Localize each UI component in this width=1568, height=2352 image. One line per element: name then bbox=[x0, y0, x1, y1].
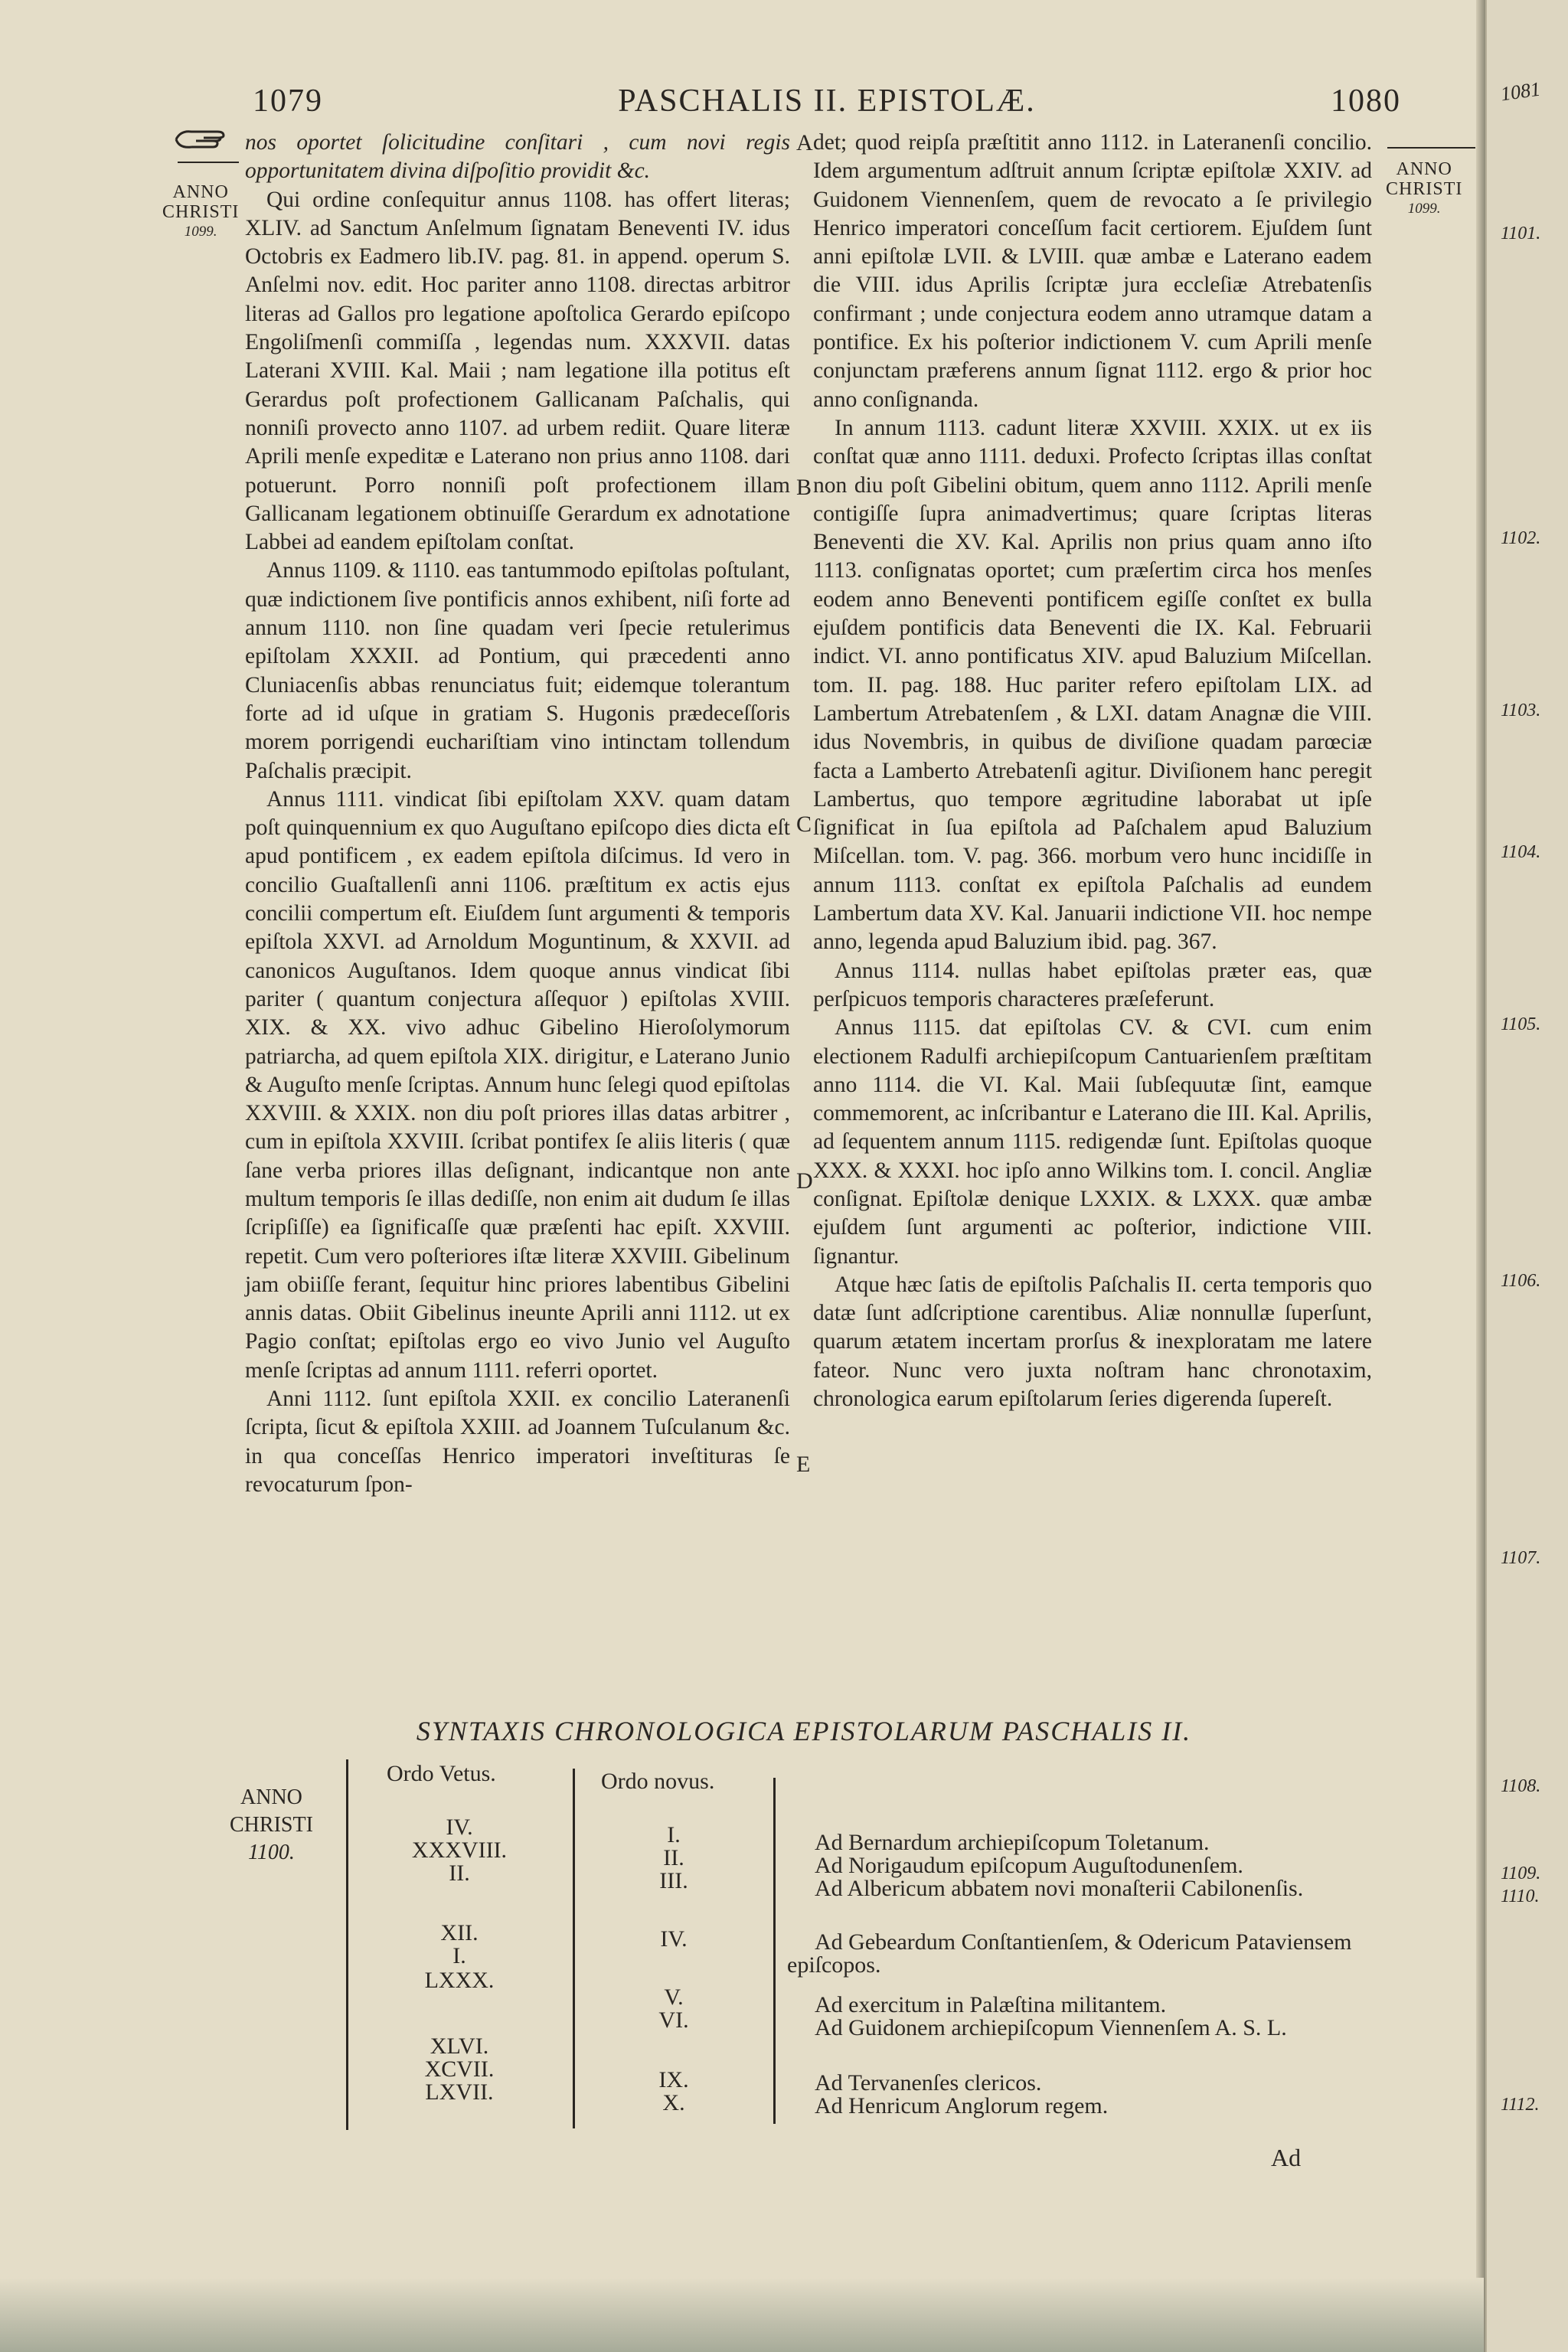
ordo-novus-column bbox=[590, 1816, 758, 2138]
vetus-number: IV. bbox=[446, 1815, 473, 1840]
vetus-number: XCVII. bbox=[424, 2056, 495, 2082]
paragraph: Anni 1112. ſunt epiſtola XXII. ex concilio Lateranenſi ſcripta, ſicut & epiſtola XXIII. ad Joannem Tuſculanum &c. in qua conceſſas Henrico imperatori inveſtituras ſe revocaturum ſpon- bbox=[245, 1387, 790, 1497]
next-page-year: 1105. bbox=[1501, 1014, 1541, 1034]
page-title: PASCHALIS II. EPISTOLÆ. bbox=[618, 83, 1036, 119]
vetus-number: II. bbox=[449, 1860, 470, 1886]
vetus-number: XXXVIII. bbox=[411, 1838, 508, 1863]
paragraph: In annum 1113. cadunt literæ XXVIII. XXIX. ut ex iis conſtat quæ anno 1111. deduxi. Profecto ſcriptas illas conſtat non diu poſt Gibelini obitum, quem anno 1112. Aprili menſe contigiſſe ſupra animadvertimus; quare ſcriptas literas Beneventi die XV. Kal. Aprilis non prius quam anno iſto 1113. conſignatas oportet; cum præſertim circa hos menſes eodem anno Beneventi pontificem egiſſe conſtet ex bulla ejuſdem pontificis data Beneventi die IX. Kal. Februarii indict. VI. anno pontificatus XIV. apud Baluzium Miſcellan. tom. II. pag. 188. Huc pariter refero epiſtolam LIX. ad Lambertum Atrebatenſem , & LXI. datam Anagnæ die VIII. idus Novembris, in quibus de diviſione quadam parœciæ facta a Lamberto Atrebatenſi agitur. Diviſionem hanc peregit Lambertus, quo tempore ægritudine laborabat ut ipſe ſignificat in ſua epiſtola ad Paſchalem apud Baluzium Miſcellan. tom. V. pag. 366. morbum vero hunc incidiſſe in annum 1113. conſtat ex epiſtola Paſchalis ad eundem Lambertum data XV. Kal. Januarii indictione VII. hoc nempe anno, legenda apud Baluzium ibid. pag. 367. bbox=[813, 415, 1372, 955]
novus-number: V. bbox=[664, 1984, 684, 2010]
ordo-vetus-column bbox=[360, 1816, 559, 2138]
vetus-number: XLVI. bbox=[430, 2034, 489, 2059]
catchword: Ad bbox=[1271, 2144, 1302, 2171]
paragraph: Annus 1109. & 1110. eas tantummodo epiſtolas poſtulant, quæ indictionem ſive pontificis annos exhibent, niſi forte ad annum 1110. non ſine quadam veri ſpecie retulerimus epiſtolam XXXII. ad Pontium, qui præcedenti anno Cluniacenſis abbas renunciatus fuit; eidemque tolerantum forte ad id uſque in gratiam S. Hugonis prædeceſſoris morem porrigendi euchariſtiam vino intinctam tollendum Paſchalis præcipit. bbox=[245, 558, 790, 783]
table-rule bbox=[573, 1769, 575, 2128]
scan-bottom-edge bbox=[0, 2278, 1484, 2352]
head-ordo-vetus: Ordo Vetus. bbox=[387, 1761, 496, 1786]
next-page-edge bbox=[1485, 0, 1568, 2352]
novus-number: IV. bbox=[660, 1926, 688, 1952]
novus-number: IX. bbox=[658, 2067, 689, 2092]
vetus-number: XII. bbox=[440, 1920, 479, 1945]
next-page-year: 1106. bbox=[1501, 1271, 1541, 1291]
next-page-year: 1110. bbox=[1501, 1886, 1540, 1906]
vetus-number: LXVII. bbox=[425, 2079, 494, 2105]
vetus-number: LXXX. bbox=[424, 1968, 495, 1993]
paragraph: nos oportet ſolicitudine conſitari , cum novi regis opportunitatem divina diſpoſitio providit &c. bbox=[245, 130, 790, 184]
next-page-year: 1101. bbox=[1501, 224, 1541, 243]
margin-letter-d: D bbox=[796, 1168, 813, 1194]
novus-number: X. bbox=[662, 2090, 685, 2115]
margin-anno-left bbox=[162, 182, 239, 242]
left-page-number: 1079 bbox=[253, 83, 323, 119]
page-header bbox=[253, 83, 1401, 129]
margin-dash-left bbox=[178, 162, 239, 163]
letter-entry: Ad Albericum abbatem novi monaſterii Cabilonenſis. bbox=[815, 1876, 1304, 1901]
paragraph: Qui ordine conſequitur annus 1108. has offert literas; XLIV. ad Sanctum Anſelmum ſignatam Beneventi IV. idus Octobris ex Eadmero lib.IV. pag. 81. in append. operum S. Anſelmi nov. edit. Hoc pariter anno 1108. directas arbitror literas ad Gallos pro legatione apoſtolica Gerardo epiſcopo Engoliſmenſi commiſſa , legendas num. XXXVII. datas Laterani XVIII. Kal. Maii ; nam legatione illa potitus eſt Gerardus poſt profectionem Gallicanam Paſchalis, qui nonniſi provecto anno 1107. ad urbem rediit. Quare literæ Aprili menſe expeditæ e Laterano non prius anno 1108. dari potuerunt. Porro nonniſi poſt profectionem illam Gallicanam legationem obtinuiſſe Gerardum ex adnotatione Labbei ad eandem epiſtolam conſtat. bbox=[245, 187, 790, 555]
novus-number: VI. bbox=[658, 2007, 689, 2033]
margin-letter-e: E bbox=[796, 1452, 811, 1477]
paragraph: det; quod reipſa præſtitit anno 1112. in Lateranenſi concilio. Idem argumentum adſtruit annum ſcriptæ epiſtolæ XXIV. ad Guidonem Viennenſem, quem de revocato a ſe privilegio Henrico imperatori conceſſum facit certiorem. Ejuſdem ſunt anni epiſtolæ LVII. & LVIII. quæ ambæ e Laterano eadem die VIII. idus Aprilis ſcriptæ jura eccleſiæ Atrebatenſis confirmant ; unde conjectura eodem anno utramque datam a pontifice. Ex his poſterior indictionem V. cum Aprili menſe conjunctam præferens annum ſignat 1112. ergo & prior hoc anno conſignanda. bbox=[813, 130, 1372, 412]
novus-number: II. bbox=[663, 1845, 684, 1870]
vetus-number: I. bbox=[452, 1943, 466, 1968]
next-page-year: 1107. bbox=[1501, 1548, 1541, 1568]
letter-entry: Ad Norigaudum epiſcopum Auguſtodunenſem. bbox=[815, 1853, 1243, 1878]
next-page-year: 1108. bbox=[1501, 1776, 1541, 1796]
table-anno bbox=[230, 1784, 313, 1867]
table-christi-word: CHRISTI bbox=[230, 1813, 313, 1837]
table-rule bbox=[773, 1778, 776, 2124]
letter-entry: Ad Guidonem archiepiſcopum Viennenſem A. S. L. bbox=[815, 2015, 1287, 2040]
novus-number: I. bbox=[667, 1822, 681, 1847]
letter-entry: Ad Henricum Anglorum regem. bbox=[815, 2093, 1109, 2118]
table-year: 1100. bbox=[247, 1841, 295, 1864]
margin-letter-b: B bbox=[796, 475, 812, 500]
table-anno-word: ANNO bbox=[240, 1785, 302, 1809]
margin-year: 1099. bbox=[1407, 201, 1441, 217]
letter-entry: Ad Tervanenſes clericos. bbox=[815, 2070, 1042, 2096]
pointing-hand-icon bbox=[173, 126, 242, 153]
next-page-year: 1102. bbox=[1501, 528, 1541, 548]
margin-dash-right bbox=[1387, 147, 1475, 149]
margin-christi-word: CHRISTI bbox=[162, 202, 240, 222]
next-page-year: 1104. bbox=[1501, 842, 1541, 862]
margin-letter-c: C bbox=[796, 812, 812, 837]
next-page-year: 1103. bbox=[1501, 701, 1541, 720]
margin-anno-right bbox=[1386, 159, 1462, 219]
next-page-number: 1081 bbox=[1499, 77, 1542, 106]
paragraph: Annus 1114. nullas habet epiſtolas præter eas, quæ perſpicuos temporis characteres præſeferunt. bbox=[813, 958, 1372, 1011]
table-rule bbox=[346, 1759, 348, 2130]
right-column bbox=[813, 129, 1372, 1413]
next-page-year: 1109. bbox=[1501, 1864, 1541, 1883]
page-gutter bbox=[1476, 0, 1485, 2352]
syntaxis-title: SYNTAXIS CHRONOLOGICA EPISTOLARUM PASCHALIS II. bbox=[416, 1716, 1192, 1746]
margin-anno-word: ANNO bbox=[172, 182, 229, 202]
margin-letter-a: A bbox=[796, 130, 813, 155]
paragraph: Annus 1115. dat epiſtolas CV. & CVI. cum enim electionem Radulfi archiepiſcopum Cantuarienſem præſtitam anno 1114. die VI. Kal. Maii ſubſequutæ ſint, eamque commemorent, ac inſcribantur e Laterano die III. Kal. Aprilis, ad ſequentem annum 1115. redigendæ ſunt. Epiſtolas quoque XXX. & XXXI. hoc ipſo anno Wilkins tom. I. concil. Angliæ conſignat. Epiſtolæ denique LXXIX. & LXXX. quæ ambæ ejuſdem ſunt argumenti ac poſterior, indictione VIII. ſignantur. bbox=[813, 1015, 1372, 1269]
letter-entry: Ad exercitum in Palæſtina militantem. bbox=[815, 1992, 1167, 2017]
margin-year: 1099. bbox=[184, 224, 217, 240]
novus-number: III. bbox=[659, 1868, 688, 1893]
left-column bbox=[245, 129, 790, 1499]
paragraph: Annus 1111. vindicat ſibi epiſtolam XXV. quam datam poſt quinquennium ex quo Auguſtano epiſcopo dies dicta eſt apud pontificem , ex eadem epiſtola diſcimus. Id vero in concilio Guaſtallenſi anni 1106. præſtitum ex actis ejus concilii compertum eſt. Eiuſdem ſunt argumenti & temporis epiſtola XXVI. ad Arnoldum Moguntinum, & XXVII. ad canonicos Auguſtanos. Idem quoque annus vindicat ſibi pariter ( quantum conjectura aſſequor ) epiſtolas XVIII. XIX. & XX. vivo adhuc Gibelino Hieroſolymorum patriarcha, ad quem epiſtola XIX. dirigitur, e Laterano Junio & Auguſto menſe ſcriptas. Annum hunc ſelegi quod epiſtolas XXVIII. & XXIX. non diu poſt priores illas datas arbitrer , cum in epiſtola XXVIII. ſcribat pontifex ſe aliis literis ( quæ ſane verba priores illas deſignant, indicantque non ante multum temporis ſe illas dediſſe, non enim ait dudum ſe illas ſcripſiſſe) ea ſignificaſſe quæ præſenti hac epiſt. XXVIII. repetit. Cum vero poſteriores iſtæ literæ XXVIII. Gibelinum jam obiiſſe ferant, ſequitur hinc priores labentibus Gibelini annis datas. Obiit Gibelinus ineunte Aprili anni 1112. ut ex Pagio conſtat; epiſtolas ergo eo vivo Junio vel Auguſto menſe ſcriptas ad annum 1111. referri oportet. bbox=[245, 786, 790, 1383]
margin-anno-word: ANNO bbox=[1396, 159, 1452, 179]
margin-christi-word: CHRISTI bbox=[1386, 179, 1463, 199]
paragraph: Atque hæc ſatis de epiſtolis Paſchalis II. certa temporis quo datæ ſunt adſcriptione carentibus. Aliæ nonnullæ ſuperſunt, quarum ætatem incertam prorſus & inexploratam me latere fateor. Nunc vero juxta noſtram hanc chronotaxim, chronologica earum epiſtolarum ſeries digerenda ſupereſt. bbox=[813, 1272, 1372, 1412]
letter-entry: Ad Bernardum archiepiſcopum Toletanum. bbox=[815, 1830, 1210, 1855]
letter-entry: Ad Gebeardum Conſtantienſem, & Odericum Pataviensem epiſcopos. bbox=[787, 1929, 1352, 1978]
next-page-year: 1112. bbox=[1501, 2095, 1540, 2115]
right-page-number: 1080 bbox=[1331, 83, 1401, 119]
head-ordo-novus: Ordo novus. bbox=[601, 1769, 715, 1794]
